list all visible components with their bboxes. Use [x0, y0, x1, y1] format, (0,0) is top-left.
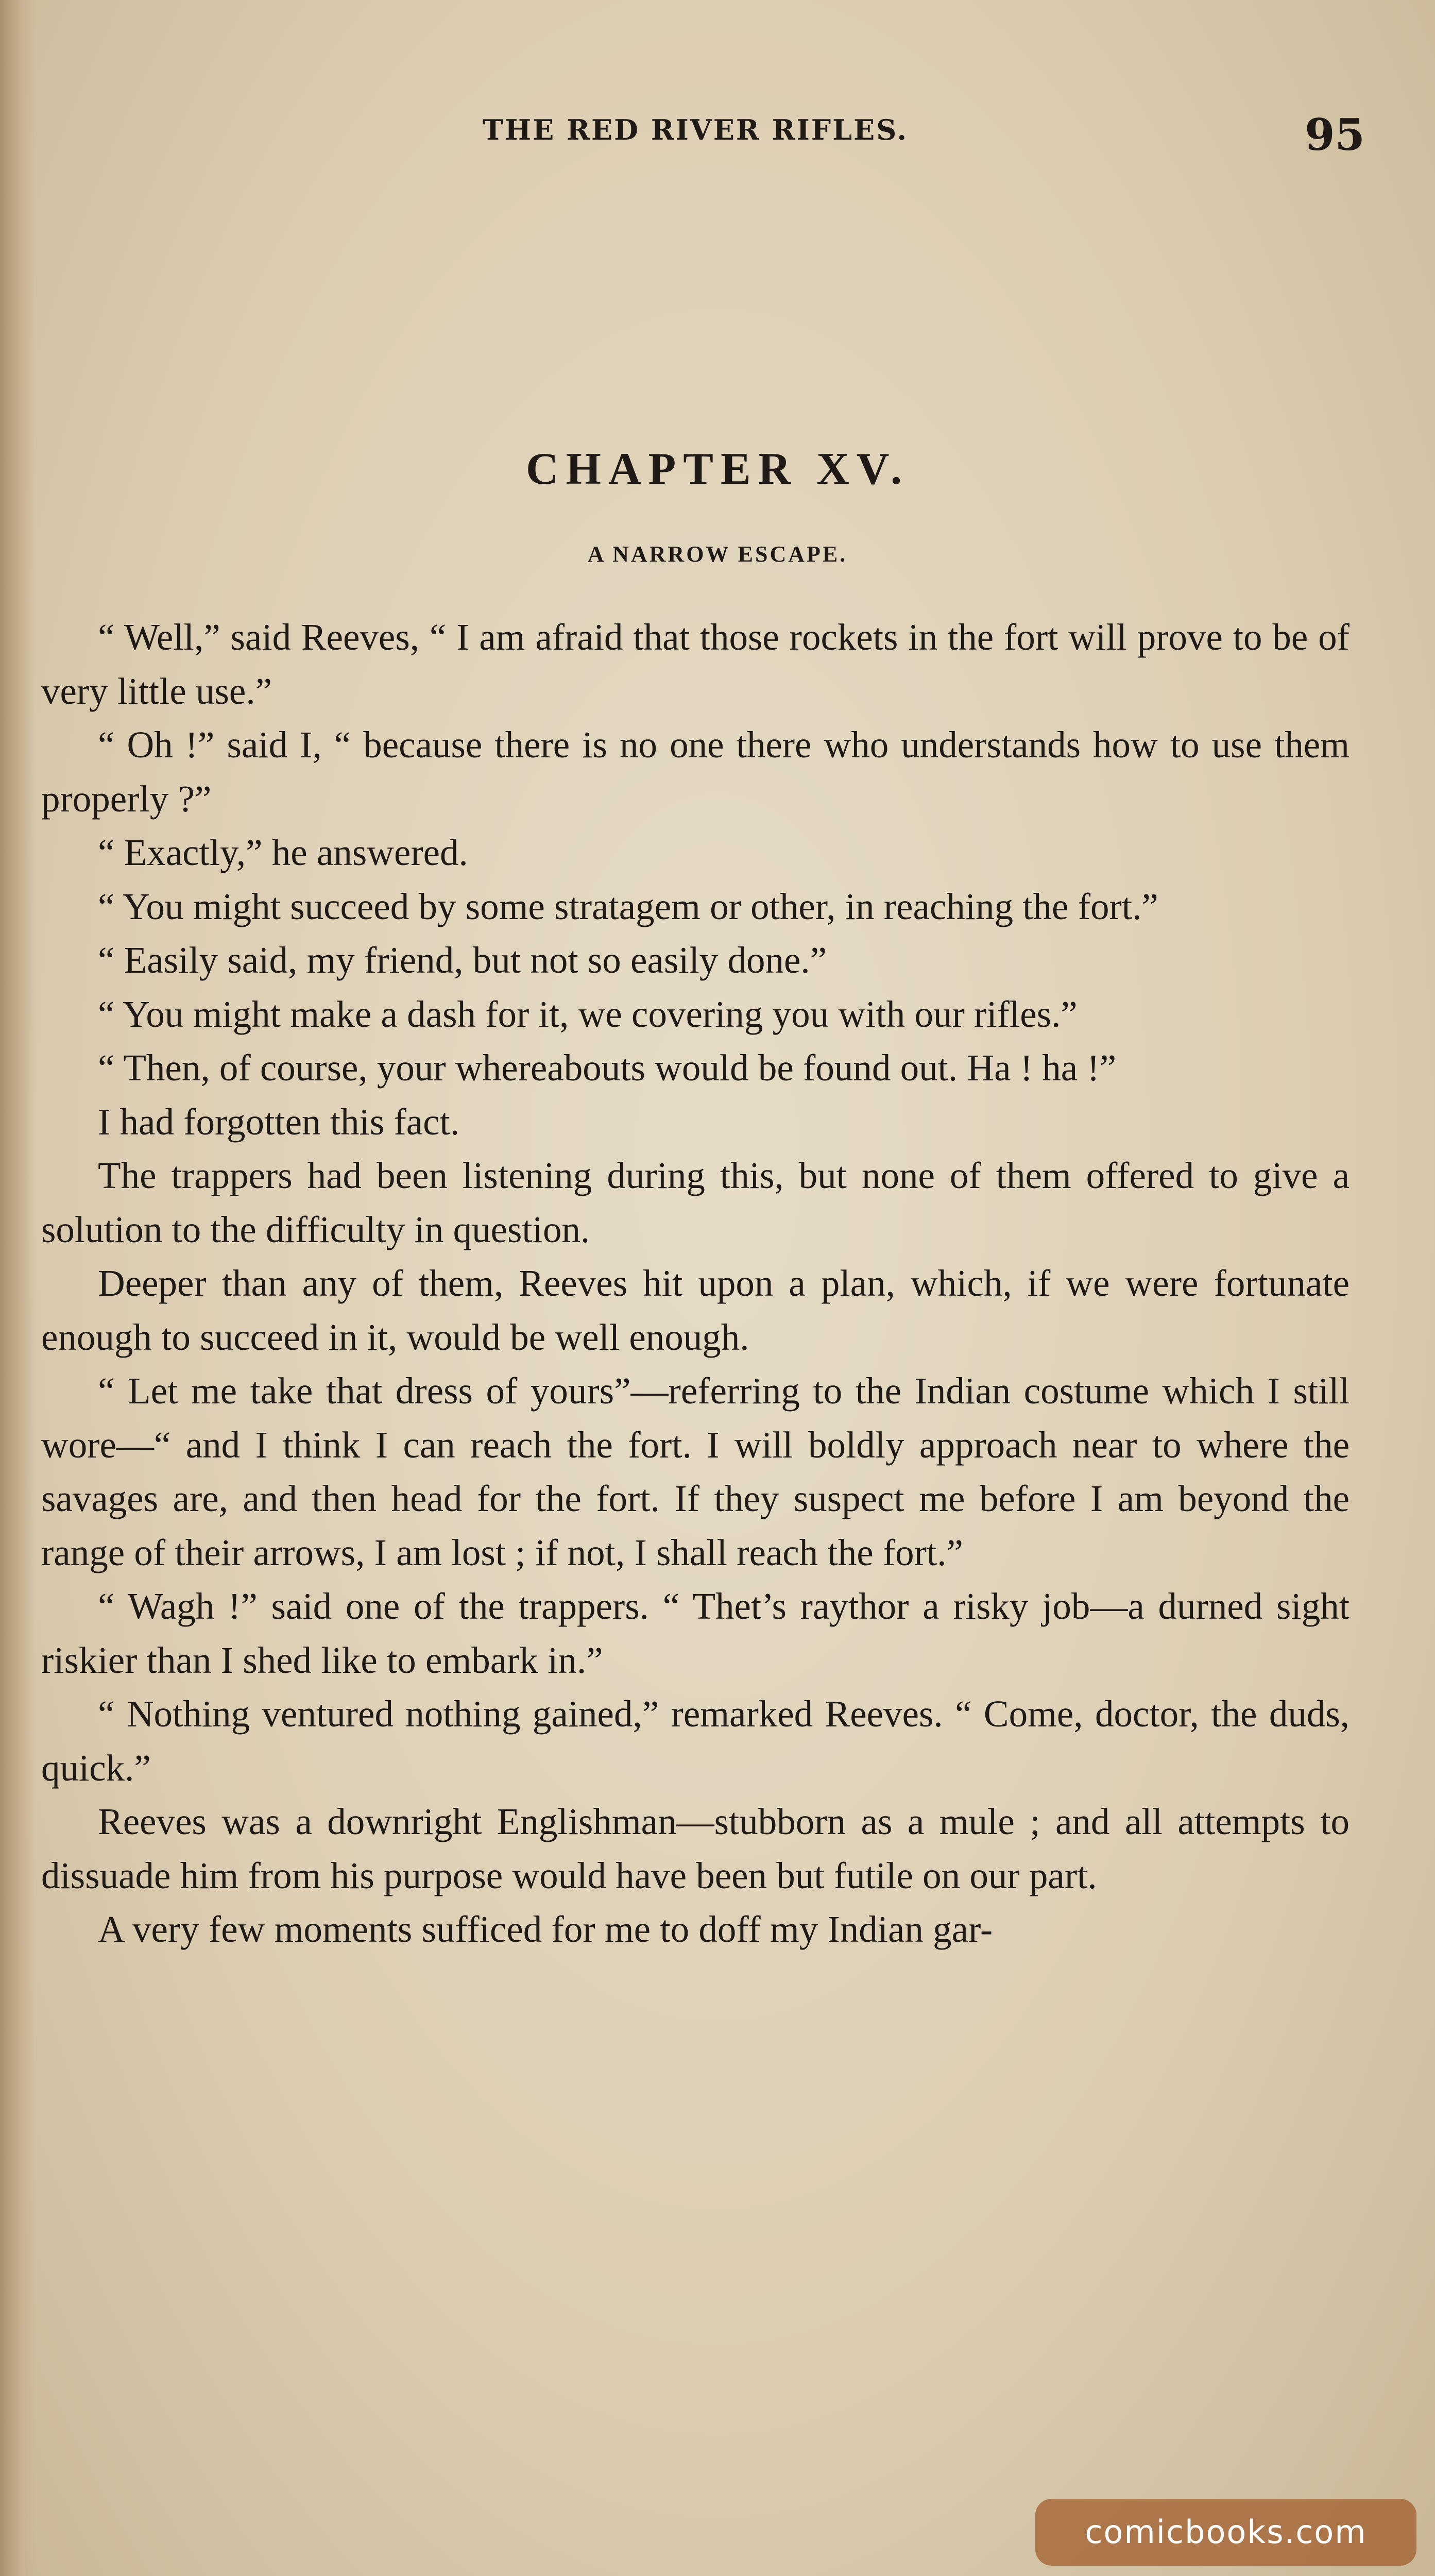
paragraph: “ Well,” said Reeves, “ I am afraid that those rockets in the fort will prove to be of very little use.”: [41, 616, 1349, 712]
paragraph: “ Oh !” said I, “ because there is no one there who understands how to use them properly ?”: [41, 724, 1349, 820]
page-header: [0, 109, 1435, 175]
site-watermark: comicbooks.com: [1035, 2499, 1416, 2566]
page-spine-shadow: [0, 0, 36, 2576]
paragraph: A very few moments sufficed for me to doff my Indian gar-: [98, 1908, 993, 1950]
paragraph: “ Easily said, my friend, but not so easily done.”: [98, 939, 827, 981]
chapter-title: CHAPTER XV.: [525, 444, 909, 494]
page-number: 95: [1305, 109, 1365, 160]
paragraph: “ Then, of course, your whereabouts would be found out. Ha ! ha !”: [98, 1047, 1117, 1089]
paragraph: “ Exactly,” he answered.: [98, 832, 468, 873]
paragraph: Deeper than any of them, Reeves hit upon a plan, which, if we were fortunate enough to succeed in it, would be well enough.: [41, 1262, 1349, 1358]
running-title: THE RED RIVER RIFLES.: [482, 113, 909, 146]
paragraph: “ You might succeed by some stratagem or other, in reaching the fort.”: [98, 885, 1158, 927]
body-text: [41, 611, 1349, 1957]
chapter-subtitle: A NARROW ESCAPE.: [587, 541, 848, 567]
paragraph: “ Nothing ventured nothing gained,” remarked Reeves. “ Come, doctor, the duds, quick.”: [41, 1693, 1349, 1789]
paragraph: “ Wagh !” said one of the trappers. “ Thet’s raythor a risky job—a durned sight riskier than I shed like to embark in.”: [41, 1585, 1349, 1681]
paragraph: The trappers had been listening during this, but none of them offered to give a solution to the difficulty in question.: [41, 1155, 1349, 1250]
paragraph: “ Let me take that dress of yours”—referring to the Indian costume which I still wore—“ and I think I can reach the fort. I will boldly approach near to where the savages are, and then head for the fort. If they suspect me before I am beyond the range of their arrows, I am lost ; if not, I shall reach the fort.”: [41, 1370, 1349, 1573]
paragraph: Reeves was a downright Englishman—stubborn as a mule ; and all attempts to dissuade him from his purpose would have been but futile on our part.: [41, 1801, 1349, 1896]
paragraph: “ You might make a dash for it, we covering you with our rifles.”: [98, 993, 1078, 1035]
paragraph: I had forgotten this fact.: [98, 1100, 460, 1143]
